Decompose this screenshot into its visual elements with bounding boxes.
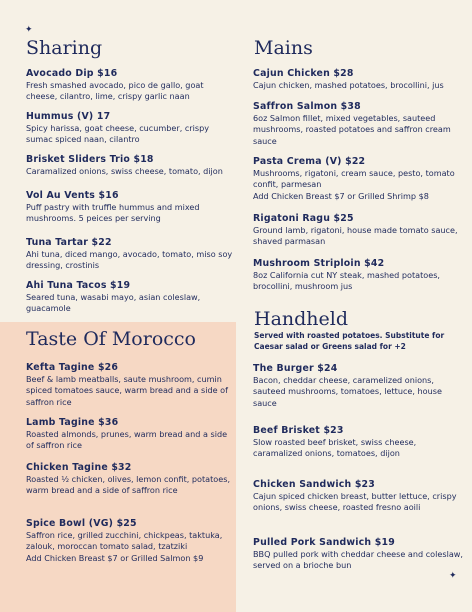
menu-item <box>253 257 463 293</box>
item-description: Cajun chicken, mashed potatoes, brocollini, jus <box>253 80 444 90</box>
menu-item <box>26 153 236 177</box>
item-description: BBQ pulled pork with cheddar cheese and coleslaw, served on a brioche bun <box>253 549 463 571</box>
menu-item <box>253 100 463 147</box>
item-name: Brisket Sliders Trio $18 <box>26 154 154 165</box>
item-description: Puff pastry with truffle hummus and mixed mushrooms. 5 peices per serving <box>26 202 200 224</box>
item-name: Mushroom Striploin $42 <box>253 258 385 269</box>
item-name: Vol Au Vents $16 <box>26 190 119 201</box>
item-description: 8oz California cut NY steak, mashed potatoes, brocollini, mushroom jus <box>253 270 440 292</box>
menu-item <box>26 189 236 225</box>
item-name: Avocado Dip $16 <box>26 68 118 79</box>
item-addon: Add Chicken Breast $7 or Grilled Salmon $9 <box>26 552 204 563</box>
menu-item <box>253 536 463 572</box>
item-name: Chicken Tagine $32 <box>26 462 132 473</box>
item-description: Fresh smashed avocado, pico de gallo, goat cheese, cilantro, lime, crispy garlic naan <box>26 80 204 102</box>
item-name: Lamb Tagine $36 <box>26 417 119 428</box>
handheld-note: Served with roasted potatoes. Substitute for Caesar salad or Greens salad for +2 <box>254 331 445 351</box>
item-description: Bacon, cheddar cheese, caramelized onions, sauteed mushrooms, tomatoes, lettuce, house sauce <box>253 375 442 408</box>
item-name: Pasta Crema (V) $22 <box>253 156 366 167</box>
menu-item <box>26 236 236 272</box>
menu-item <box>253 155 463 202</box>
menu-item <box>253 478 463 514</box>
item-description: Saffron rice, grilled zucchini, chickpeas, taktuka, zalouk, moroccan tomato salad, tzatziki <box>26 530 223 552</box>
sparkle-icon: ✦ <box>449 571 457 581</box>
menu-item <box>253 424 463 460</box>
item-description: Spicy harissa, goat cheese, cucumber, crispy sumac spiced naan, cilantro <box>26 123 210 145</box>
item-name: Rigatoni Ragu $25 <box>253 213 354 224</box>
item-name: Spice Bowl (VG) $25 <box>26 518 137 529</box>
item-name: Kefta Tagine $26 <box>26 362 119 373</box>
item-description: Mushrooms, rigatoni, cream sauce, pesto, tomato confit, parmesan <box>253 168 455 190</box>
item-name: Chicken Sandwich $23 <box>253 479 376 490</box>
menu-item <box>253 67 463 91</box>
menu-item <box>26 110 236 146</box>
menu-item <box>253 212 463 248</box>
item-name: Saffron Salmon $38 <box>253 101 361 112</box>
item-name: Tuna Tartar $22 <box>26 237 112 248</box>
item-description: Beef & lamb meatballs, saute mushroom, cumin spiced tomatoes sauce, warm bread and a side of saffron rice <box>26 374 228 407</box>
item-name: Cajun Chicken $28 <box>253 68 354 79</box>
menu-item <box>253 362 463 409</box>
menu-item <box>26 461 236 497</box>
menu-item <box>26 517 236 564</box>
item-description: Roasted ½ chicken, olives, lemon confit, potatoes, warm bread and a side of saffron rice <box>26 474 231 496</box>
item-description: 6oz Salmon fillet, mixed vegetables, sauteed mushrooms, roasted potatoes and saffron cream sauce <box>253 113 451 146</box>
handheld-heading: Handheld <box>254 308 349 330</box>
item-name: Pulled Pork Sandwich $19 <box>253 537 395 548</box>
item-name: The Burger $24 <box>253 363 338 374</box>
menu-item <box>26 416 236 452</box>
item-description: Roasted almonds, prunes, warm bread and a side of saffron rice <box>26 429 228 451</box>
item-description: Ground lamb, rigatoni, house made tomato sauce, shaved parmasan <box>253 225 458 247</box>
item-description: Cajun spiced chicken breast, butter lettuce, crispy onions, swiss cheese, roasted fresno aoili <box>253 491 457 513</box>
sparkle-icon: ✦ <box>25 25 33 35</box>
item-name: Hummus (V) 17 <box>26 111 111 122</box>
item-description: Slow roasted beef brisket, swiss cheese, caramalized onions, tomatoes, dijon <box>253 437 417 459</box>
item-description: Seared tuna, wasabi mayo, asian coleslaw, guacamole <box>26 292 201 314</box>
menu-item <box>26 279 236 315</box>
menu-item <box>26 67 236 103</box>
item-addon: Add Chicken Breast $7 or Grilled Shrimp $8 <box>253 190 429 201</box>
item-description: Caramalized onions, swiss cheese, tomato, dijon <box>26 166 223 176</box>
morocco-heading: Taste Of Morocco <box>26 328 196 350</box>
menu-item <box>26 361 236 408</box>
item-name: Beef Brisket $23 <box>253 425 344 436</box>
mains-heading: Mains <box>254 37 313 59</box>
item-name: Ahi Tuna Tacos $19 <box>26 280 131 291</box>
sharing-heading: Sharing <box>26 37 103 59</box>
item-description: Ahi tuna, diced mango, avocado, tomato, miso soy dressing, crostinis <box>26 249 233 271</box>
